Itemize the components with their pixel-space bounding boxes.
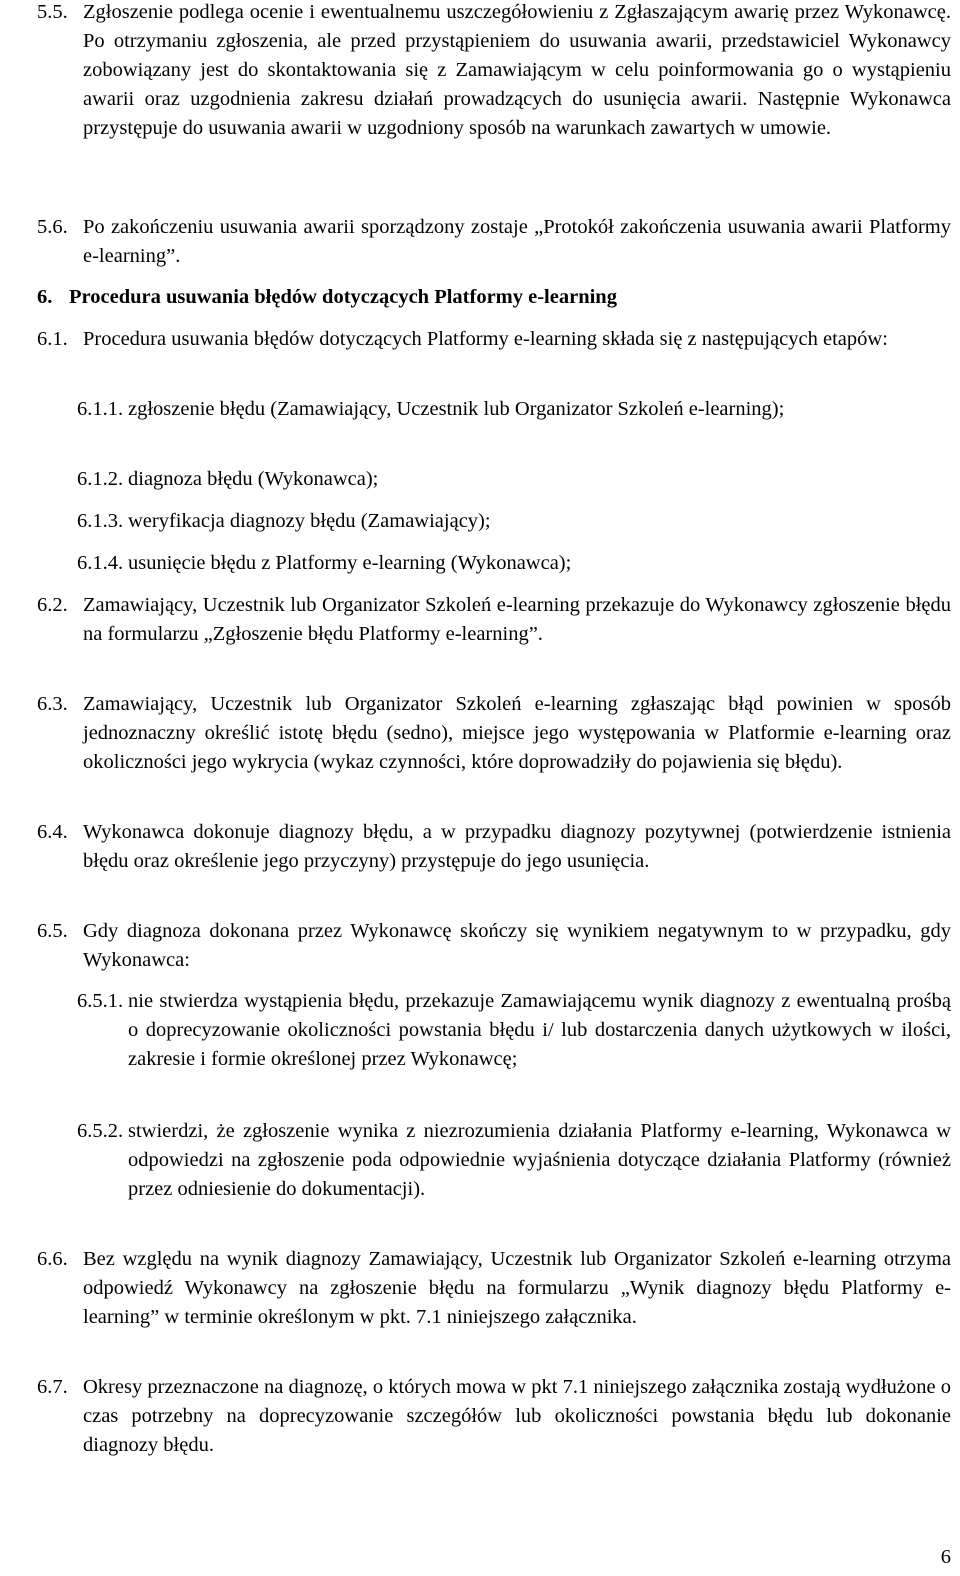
list-item-number: 6.1.4. (77, 552, 124, 574)
paragraph-5-5 (37, 0, 951, 143)
paragraph-6-1 (37, 325, 951, 354)
paragraph-text: Zgłoszenie podlega ocenie i ewentualnemu uszczegółowieniu z Zgłaszającym awarię przez Wykonawcę. Po otrzymaniu zgłoszenia, ale przed przystąpieniem do usuwania awarii, przedstawiciel Wykonawcy zobowiązany jest do skontaktowania się z Zamawiającym w celu poinformowania go o wystąpieniu awarii oraz uzgodnienia zakresu działań prowadzących do usunięcia awarii. Następnie Wykonawca przystępuje do usuwania awarii w uzgodniony sposób na warunkach zawartych w umowie. (83, 1, 951, 139)
list-item-text: weryfikacja diagnozy błędu (Zamawiający); (128, 510, 491, 532)
list-item-number: 6.5.2. (77, 1120, 124, 1142)
paragraph-number: 5.6. (37, 216, 68, 238)
list-item-6-1-3 (77, 507, 951, 536)
list-item-text: nie stwierdza wystąpienia błędu, przekazuje Zamawiającemu wynik diagnozy z ewentualną prośbą o doprecyzowanie okoliczności powstania błędu i/ lub dostarczenia danych użytkowych w ilości, zakresie i formie określonej przez Wykonawcę; (128, 990, 951, 1070)
paragraph-text: Po zakończeniu usuwania awarii sporządzony zostaje „Protokół zakończenia usuwania awarii Platformy e-learning”. (83, 216, 951, 267)
list-item-number: 6.5.1. (77, 990, 124, 1012)
list-item-number: 6.1.2. (77, 468, 124, 490)
paragraph-5-6 (37, 213, 951, 271)
paragraph-6-2 (37, 591, 951, 649)
section-heading (37, 283, 951, 312)
paragraph-text: Bez względu na wynik diagnozy Zamawiający, Uczestnik lub Organizator Szkoleń e-learning otrzyma odpowiedź Wykonawcy na zgłoszenie błędu na formularzu „Wynik diagnozy błędu Platformy e-learning” w terminie określonym w pkt. 7.1 niniejszego załącznika. (83, 1248, 951, 1328)
page-number: 6 (940, 1546, 951, 1568)
list-item-6-1-4 (77, 549, 951, 578)
paragraph-text: Wykonawca dokonuje diagnozy błędu, a w przypadku diagnozy pozytywnej (potwierdzenie istnienia błędu oraz określenie jego przyczyny) przystępuje do jego usunięcia. (83, 821, 951, 872)
list-item-number: 6.1.3. (77, 510, 124, 532)
paragraph-6-7 (37, 1373, 951, 1460)
paragraph-number: 6.7. (37, 1376, 68, 1398)
list-item-6-5-2 (77, 1117, 951, 1204)
paragraph-6-3 (37, 690, 951, 777)
paragraph-number: 6.3. (37, 693, 68, 715)
section-title: Procedura usuwania błędów dotyczących Platformy e-learning (69, 286, 617, 308)
paragraph-6-6 (37, 1245, 951, 1332)
list-item-6-1-1 (77, 395, 951, 424)
paragraph-6-4 (37, 818, 951, 876)
list-item-text: stwierdzi, że zgłoszenie wynika z niezrozumienia działania Platformy e-learning, Wykonawca w odpowiedzi na zgłoszenie poda odpowiednie wyjaśnienia dotyczące działania Platformy (również przez odniesienie do dokumentacji). (128, 1120, 951, 1200)
list-item-6-1-2 (77, 465, 951, 494)
paragraph-text: Gdy diagnoza dokonana przez Wykonawcę skończy się wynikiem negatywnym to w przypadku, gdy Wykonawca: (83, 920, 951, 971)
paragraph-text: Procedura usuwania błędów dotyczących Platformy e-learning składa się z następujących etapów: (83, 328, 888, 350)
paragraph-number: 5.5. (37, 1, 68, 23)
paragraph-text: Okresy przeznaczone na diagnozę, o których mowa w pkt 7.1 niniejszego załącznika zostają wydłużone o czas potrzebny na doprecyzowanie szczegółów lub okoliczności powstania błędu lub dokonanie diagnozy błędu. (83, 1376, 951, 1456)
list-item-number: 6.1.1. (77, 398, 124, 420)
list-item-text: zgłoszenie błędu (Zamawiający, Uczestnik lub Organizator Szkoleń e-learning); (128, 398, 785, 420)
list-item-text: diagnoza błędu (Wykonawca); (128, 468, 379, 490)
paragraph-6-5 (37, 917, 951, 975)
paragraph-number: 6.4. (37, 821, 68, 843)
paragraph-number: 6.5. (37, 920, 68, 942)
section-number: 6. (37, 286, 53, 308)
list-item-text: usunięcie błędu z Platformy e-learning (Wykonawca); (128, 552, 572, 574)
paragraph-number: 6.1. (37, 328, 68, 350)
paragraph-text: Zamawiający, Uczestnik lub Organizator Szkoleń e-learning zgłaszając błąd powinien w sposób jednoznaczny określić istotę błędu (sedno), miejsce jego występowania w Platformie e-learning oraz okoliczności jego wykrycia (wykaz czynności, które doprowadziły do pojawienia się błędu). (83, 693, 951, 773)
list-item-6-5-1 (77, 987, 951, 1074)
paragraph-number: 6.6. (37, 1248, 68, 1270)
paragraph-text: Zamawiający, Uczestnik lub Organizator Szkoleń e-learning przekazuje do Wykonawcy zgłoszenie błędu na formularzu „Zgłoszenie błędu Platformy e-learning”. (83, 594, 951, 645)
paragraph-number: 6.2. (37, 594, 68, 616)
